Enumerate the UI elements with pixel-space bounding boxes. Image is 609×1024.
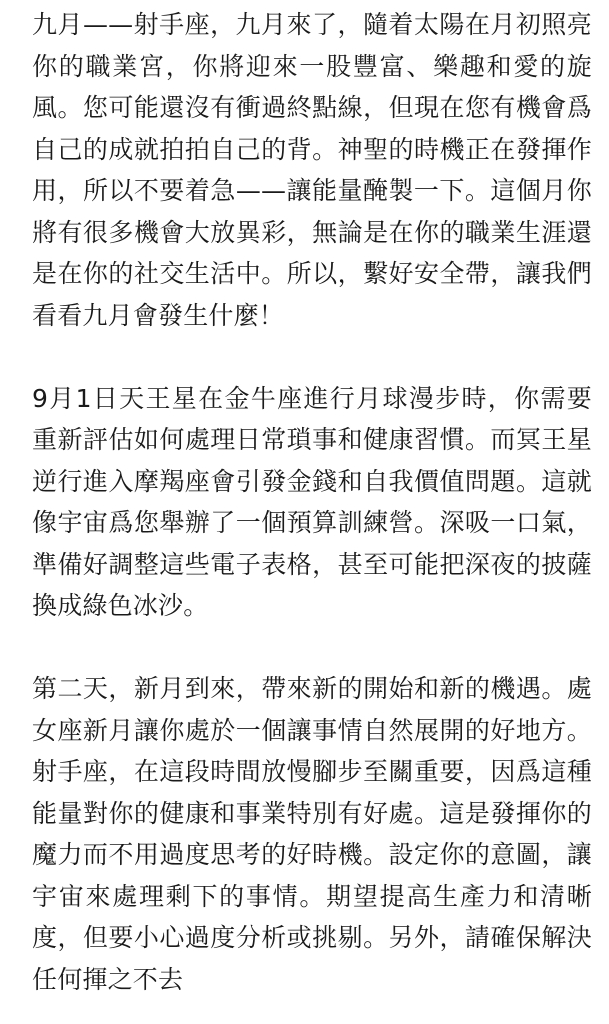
paragraph-intro: 九月——射手座，九月來了，隨着太陽在月初照亮你的職業宮，你將迎來一股豐富、樂趣和愛的旋風。您可能還沒有衝過終點線，但現在您有機會爲自己的成就拍拍自己的背。神聖的時機正在發揮作用，所以不要着急——讓能量醃製一下。這個月你將有很多機會大放異彩，無論是在你的職業生涯還是在你的社交生活中。所以，繫好安全帶，讓我們看看九月會發生什麼！ — [32, 10, 592, 330]
article-body — [32, 4, 592, 1000]
paragraph-new-moon: 第二天，新月到來，帶來新的開始和新的機遇。處女座新月讓你處於一個讓事情自然展開的好地方。射手座，在這段時間放慢腳步至關重要，因爲這種能量對你的健康和事業特別有好處。這是發揮你的魔力而不用過度思考的好時機。設定你的意圖，讓宇宙來處理剩下的事情。期望提高生產力和清晰度，但要小心過度分析或挑剔。另外，請確保解決任何揮之不去 — [32, 674, 592, 994]
paragraph-september-1: 9月1日天王星在金牛座進行月球漫步時，你需要重新評估如何處理日常瑣事和健康習慣。而冥王星逆行進入摩羯座會引發金錢和自我價值問題。這就像宇宙爲您舉辦了一個預算訓練營。深吸一口氣，準備好調整這些電子表格，甚至可能把深夜的披薩換成綠色冰沙。 — [32, 383, 592, 620]
